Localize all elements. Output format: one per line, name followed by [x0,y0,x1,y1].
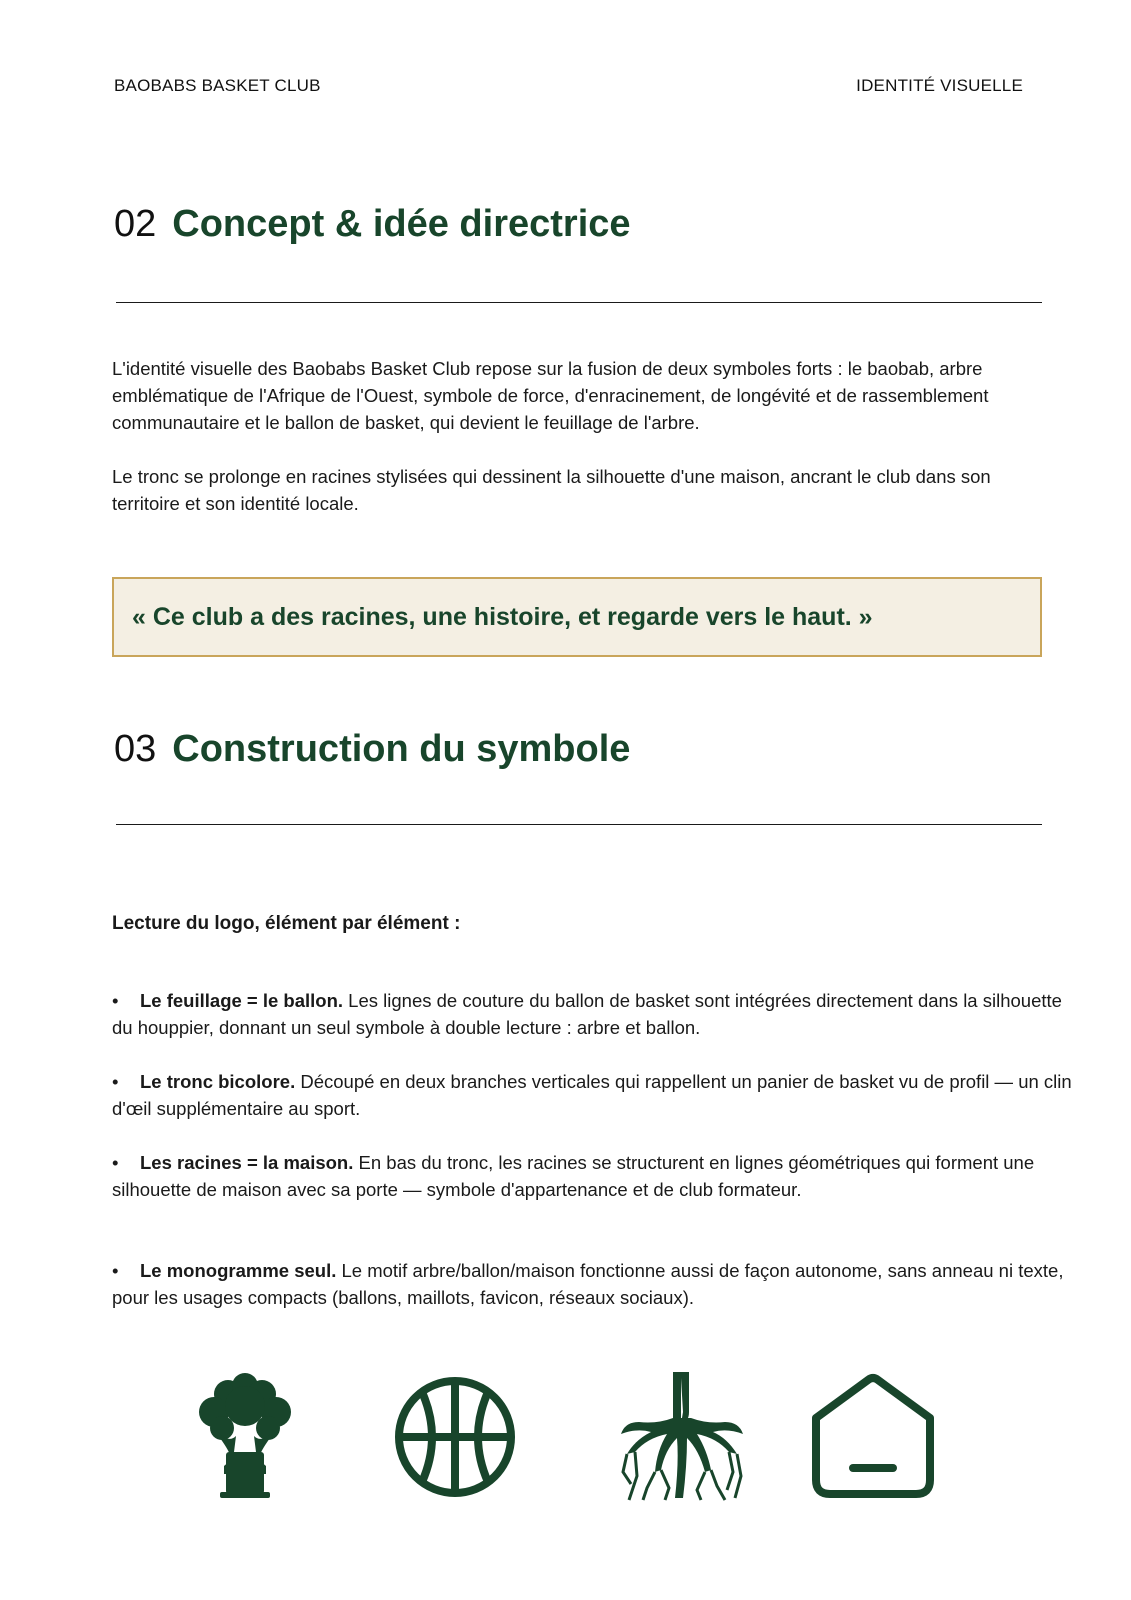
bullet-title: Les racines = la maison. [140,1152,354,1173]
section-03-divider [116,824,1042,825]
roots-icon [617,1372,747,1502]
section-02-divider [116,302,1042,303]
bullet-text: Les lignes de couture du ballon de basket sont intégrées directement dans la silhouette du houppier, donnant un seul symbole à double lecture : arbre et ballon. [112,990,1062,1038]
bullet-text: Découpé en deux branches verticales qui rappellent un panier de basket vu de profil — un clin d'œil supplémentaire au sport. [112,1071,1072,1119]
bullet-title: Le monogramme seul. [140,1260,337,1281]
bullet-dot: • [112,1071,119,1092]
list-item [112,1257,1072,1311]
basketball-icon [390,1372,520,1502]
section-03-heading: Construction du symbole [172,728,631,770]
bullet-title: Le feuillage = le ballon. [140,990,344,1011]
section-02-heading: Concept & idée directrice [172,203,631,245]
header-club-name: BAOBABS BASKET CLUB [114,76,321,95]
section-02-title [114,203,631,246]
house-icon [808,1372,938,1502]
bullet-text: En bas du tronc, les racines se structurent en lignes géométriques qui forment une silhouette de maison avec sa porte — symbole d'appartenance et de club formateur. [112,1152,1035,1200]
bullet-title: Le tronc bicolore. [140,1071,296,1092]
bullet-text: Le motif arbre/ballon/maison fonctionne aussi de façon autonome, sans anneau ni texte, pour les usages compacts (ballons, maillots, favicon, réseaux sociaux). [112,1260,1064,1308]
concept-paragraph-2: Le tronc se prolonge en racines stylisées qui dessinent la silhouette d'une maison, ancrant le club dans son territoire et son identité locale. [112,466,991,514]
list-item [112,1068,1072,1122]
list-item [112,1149,1072,1203]
bullet-dot: • [112,990,119,1011]
section-02-number: 02 [114,203,157,245]
tree-icon [180,1372,310,1502]
header-section-name: IDENTITÉ VISUELLE [856,76,1023,95]
quote-box [112,577,1042,657]
logo-reading-lead: Lecture du logo, élément par élément : [112,913,461,934]
concept-paragraph-1: L'identité visuelle des Baobabs Basket Club repose sur la fusion de deux symboles forts : le baobab, arbre emblématique de l'Afrique de l'Ouest, symbole de force, d'enracinement, de longévité et de rassemblement communautaire et le ballon de basket, qui devient le feuillage de l'arbre. [112,358,989,433]
quote-text: « Ce club a des racines, une histoire, et regarde vers le haut. » [132,602,873,631]
bullet-dot: • [112,1260,119,1281]
page-header [114,76,1023,98]
bullet-dot: • [112,1152,119,1173]
list-item [112,987,1072,1041]
section-03-number: 03 [114,728,157,770]
section-03-title [114,728,630,771]
